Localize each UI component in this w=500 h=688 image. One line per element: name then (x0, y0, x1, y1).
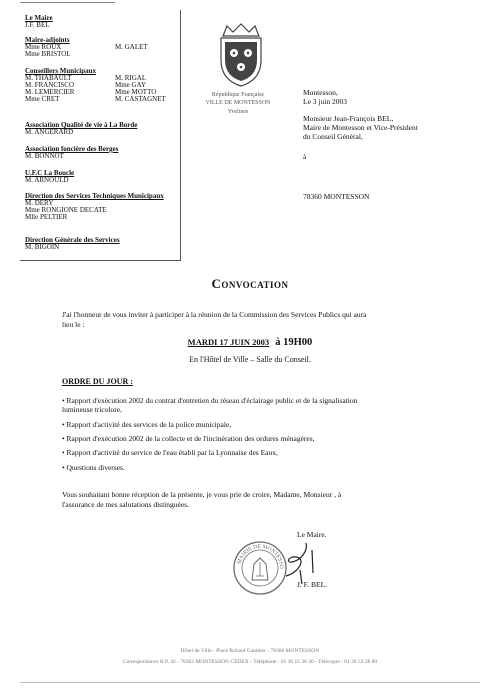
asso2-heading: Association foncière des Berges (25, 145, 119, 153)
top-rule (20, 2, 115, 3)
dgs-heading: Direction Générale des Services (25, 236, 120, 244)
adjoint-name: Mme ROUX (25, 43, 62, 51)
stamp-text: MAIRIE DE MONTESSO (236, 543, 285, 569)
city-crest-icon (213, 20, 269, 90)
agenda-item-text: • Rapport d'activité du service de l'eau établi par la Lyonnaise des Eaux, (62, 448, 278, 457)
conseillers-heading: Conseillers Municipaux (25, 67, 96, 75)
asso2-name: M. BONNOT (25, 152, 64, 160)
intro-line2: lieu le : (62, 320, 85, 329)
asso2-section (25, 146, 185, 160)
asso1-section (25, 122, 185, 136)
ufc-name: M. ARNOULD (25, 176, 69, 184)
closing-line2: l'assurance de mes salutations distinguées. (62, 500, 189, 509)
dgs-name: M. BIGOIN (25, 243, 60, 251)
asso1-heading: Association Qualité de vie à La Borde (25, 121, 138, 129)
signer-name: J. F. BEL. (297, 580, 328, 589)
conseiller-name: M. FRANCISCO (25, 81, 75, 89)
footer-contact: Correspondance B.P. 42 - 78362 MONTESSON CEDEX - Téléphone : 01 30 15 36 36 - Télécopie : 01 30 53 28 80 (122, 659, 378, 665)
agenda-heading: ORDRE DU JOUR : (62, 377, 133, 386)
conseillers-section (25, 68, 185, 103)
conseiller-name: M. LEMERCIER (25, 88, 75, 96)
adjoint-name: Mme BRISTOL (25, 50, 71, 58)
place-line: Montesson, (303, 88, 338, 97)
date-line: Le 3 juin 2003 (303, 97, 347, 106)
agenda-item-text: lumineuse tricolore, (62, 405, 122, 414)
meeting-datetime (0, 337, 500, 348)
page-title: Convocation (211, 276, 289, 291)
crest-line1: République Française (211, 92, 265, 98)
agenda-item-text: • Rapport d'activité des services de la police municipale, (62, 420, 232, 429)
closing-line1: Vous souhaitant bonne réception de la présente, je vous prie de croire, Madame, Monsieur , à (62, 490, 342, 499)
agenda-item (62, 448, 452, 457)
recipient-title-2: du Conseil Général, (303, 132, 363, 141)
recipient-name: Monsieur Jean-François BEL, (303, 114, 394, 123)
agenda-item-text: • Rapport d'exécution 2002 de la collecte et de l'incinération des ordures ménagères, (62, 434, 315, 443)
signature-icon (272, 540, 322, 585)
asso1-name: M. ANGERARD (25, 128, 74, 136)
agenda-item (62, 463, 452, 472)
maire-section (25, 15, 185, 29)
meeting-place: En l'Hôtel de Ville – Salle du Conseil. (189, 355, 311, 364)
maire-name: J.F. BEL (25, 21, 50, 29)
conseiller-name: Mme GAY (115, 81, 147, 89)
conseiller-name: M. RIGAL (115, 74, 147, 82)
dst-heading: Direction des Services Techniques Municipaux (25, 192, 164, 200)
ufc-heading: U.F.C La Boucle (25, 169, 75, 177)
dgs-section (25, 237, 185, 251)
footer-rule (20, 682, 480, 683)
conseiller-name: Mme CRET (25, 95, 60, 103)
recipient-a: à (303, 152, 307, 161)
agenda-item-text: • Rapport d'exécution 2002 du contrat d'entretien du réseau d'éclairage public et de la signalisation (62, 396, 358, 405)
agenda-item (62, 420, 452, 429)
agenda-item (62, 396, 452, 414)
conseiller-name: Mme MOTTO (115, 88, 157, 96)
intro-line1: J'ai l'honneur de vous inviter à participer à la réunion de la Commission des Services Publics qui aura (62, 310, 367, 319)
footer-address: Hôtel de Ville - Place Roland Gauthier - 78360 MONTESSON (180, 648, 320, 654)
conseiller-name: M. CASTAGNET (115, 95, 166, 103)
ufc-section (25, 170, 185, 184)
dst-name: Mme RONGIONE DECATE (25, 206, 107, 214)
signer-title: Le Maire. (297, 530, 327, 539)
maire-heading: Le Maire (25, 14, 53, 22)
adjoints-section (25, 37, 185, 58)
crest-line2: VILLE DE MONTESSON (205, 100, 271, 106)
conseiller-name: M. THABAULT (25, 74, 72, 82)
recipient-postcode: 78360 MONTESSON (303, 192, 370, 201)
dst-name: Mlle PELTIER (25, 213, 68, 221)
crest-line3: Yvelines (227, 109, 249, 115)
dst-section (25, 193, 185, 221)
meeting-date: MARDI 17 JUIN 2003 (187, 337, 270, 347)
adjoints-heading: Maire-adjoints (25, 36, 70, 44)
dst-name: M. DERY (25, 199, 54, 207)
adjoint-name: M. GALET (115, 43, 148, 51)
recipient-title: Maire de Montesson et Vice-Président (303, 123, 418, 132)
agenda-item-text: • Questions diverses. (62, 463, 125, 472)
agenda-item (62, 434, 452, 443)
meeting-time: à 19H00 (275, 337, 313, 348)
